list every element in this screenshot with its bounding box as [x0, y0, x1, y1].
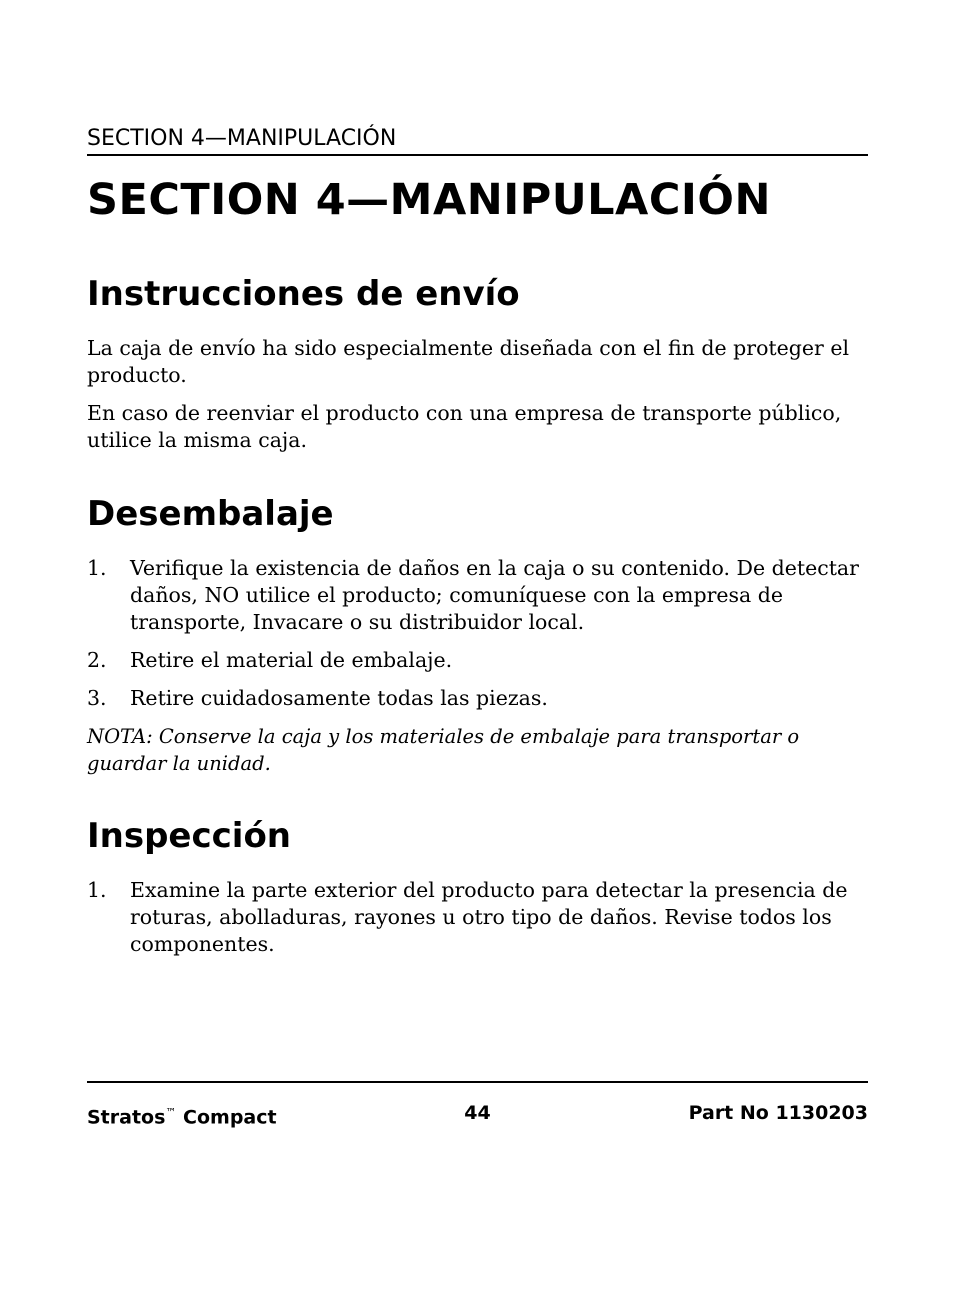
- list-item-number: 1.: [87, 556, 107, 580]
- unpacking-list: [87, 555, 868, 712]
- list-item-text: Verifique la existencia de daños en la caja o su contenido. De detectar daños, NO utilice el producto; comuníquese con la empresa de transporte, Invacare o su distribuidor local.: [130, 556, 859, 634]
- shipping-paragraph-2: En caso de reenviar el producto con una empresa de transporte público, utilice la misma caja.: [87, 401, 842, 452]
- inspection-heading: Inspección: [87, 816, 292, 856]
- trademark-symbol: ™: [165, 1106, 177, 1119]
- footer-page-number: 44: [464, 1102, 491, 1124]
- list-item: [87, 555, 868, 636]
- list-item-number: 2.: [87, 648, 107, 672]
- list-item-number: 3.: [87, 686, 107, 710]
- unpacking-heading: Desembalaje: [87, 494, 334, 534]
- list-item-text: Retire el material de embalaje.: [130, 648, 453, 672]
- page-footer: [87, 1099, 868, 1127]
- unpacking-note: NOTA: Conserve la caja y los materiales de embalaje para transportar o guardar la unidad.: [87, 725, 800, 775]
- footer-product-name: Stratos™ Compact: [87, 1106, 277, 1129]
- shipping-heading: Instrucciones de envío: [87, 274, 520, 314]
- list-item-text: Retire cuidadosamente todas las piezas.: [130, 686, 548, 710]
- list-item-number: 1.: [87, 878, 107, 902]
- running-header: SECTION 4—MANIPULACIÓN: [87, 124, 868, 156]
- footer-rule: [87, 1081, 868, 1083]
- chapter-title: SECTION 4—MANIPULACIÓN: [87, 175, 771, 225]
- shipping-paragraph-1: La caja de envío ha sido especialmente diseñada con el fin de proteger el producto.: [87, 336, 850, 387]
- document-page: [87, 0, 868, 1301]
- inspection-list: [87, 877, 868, 958]
- list-item-text: Examine la parte exterior del producto para detectar la presencia de roturas, abolladuras, rayones u otro tipo de daños. Revise todos los componentes.: [130, 878, 848, 956]
- list-item: [87, 685, 868, 712]
- list-item: [87, 647, 868, 674]
- footer-part-number: Part No 1130203: [688, 1102, 868, 1124]
- list-item: [87, 877, 868, 958]
